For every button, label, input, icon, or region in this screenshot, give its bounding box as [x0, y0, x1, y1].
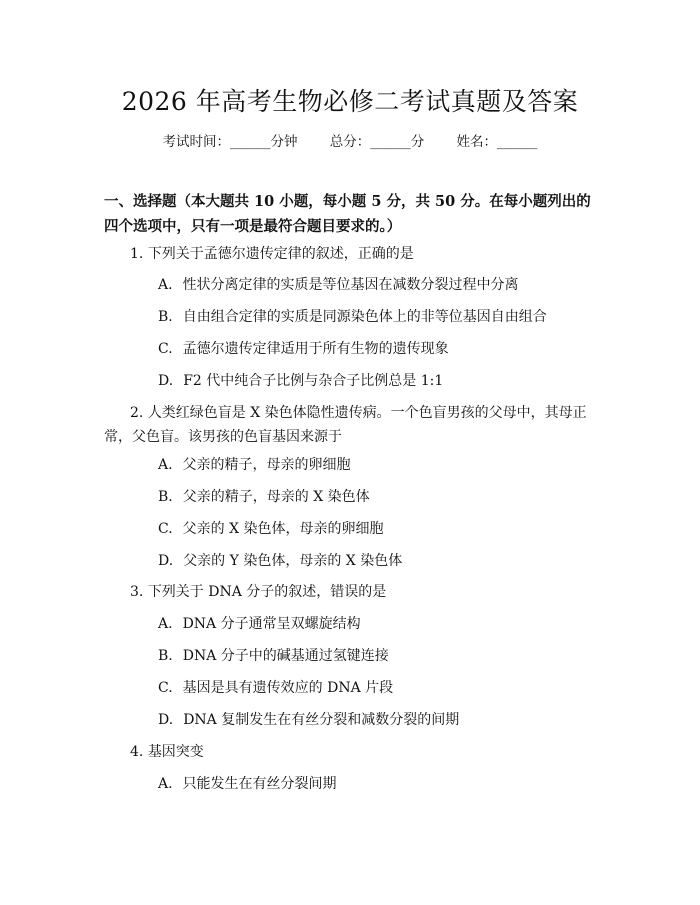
- option-text: 性状分离定律的实质是等位基因在减数分裂过程中分离: [182, 277, 519, 293]
- option-letter: A.: [158, 616, 173, 632]
- option-letter: C.: [158, 341, 173, 357]
- question-number: 2.: [130, 405, 144, 421]
- option-text: DNA 分子中的碱基通过氢键连接: [182, 648, 389, 664]
- exam-time: 考试时间：______分钟: [162, 134, 298, 150]
- page-title: 2026 年高考生物必修二考试真题及答案: [121, 87, 579, 116]
- option-text: 自由组合定律的实质是同源染色体上的非等位基因自由组合: [182, 309, 547, 325]
- option-letter: B.: [158, 489, 173, 505]
- option-letter: B.: [158, 309, 173, 325]
- option-letter: A.: [158, 277, 173, 293]
- option-letter: D.: [158, 373, 174, 389]
- option-letter: D.: [158, 553, 174, 569]
- q2-option-d: [158, 549, 598, 573]
- q2-option-b: [158, 485, 598, 509]
- option-letter: A.: [158, 457, 173, 473]
- option-text: 只能发生在有丝分裂间期: [182, 776, 337, 792]
- total-score: 总分：______分: [329, 134, 425, 150]
- option-text: F2 代中纯合子比例与杂合子比例总是 1:1: [183, 373, 444, 389]
- option-text: 父亲的精子，母亲的卵细胞: [182, 457, 351, 473]
- exam-meta: [0, 130, 700, 150]
- option-letter: A.: [158, 776, 173, 792]
- question-stem: 人类红绿色盲是 X 染色体隐性遗传病。一个色盲男孩的父母中，其母正常，父色盲。该男孩的色盲基因来源于: [104, 405, 587, 445]
- question-1: [130, 242, 600, 266]
- question-stem: 下列关于孟德尔遗传定律的叙述，正确的是: [147, 246, 414, 262]
- q1-option-d: [158, 369, 598, 393]
- question-number: 1.: [130, 246, 144, 262]
- option-text: 基因是具有遗传效应的 DNA 片段: [182, 680, 394, 696]
- q3-option-c: [158, 676, 598, 700]
- q3-option-b: [158, 644, 598, 668]
- section-heading: 一、选择题（本大题共 10 小题，每小题 5 分，共 50 分。在每小题列出的四个选项中，只有一项是最符合题目要求的。）: [104, 193, 591, 235]
- q4-option-a: [158, 772, 598, 796]
- option-text: DNA 复制发生在有丝分裂和减数分裂的间期: [183, 712, 460, 728]
- option-letter: C.: [158, 680, 173, 696]
- question-stem: 基因突变: [147, 744, 204, 760]
- question-4: [130, 740, 600, 764]
- question-number: 4.: [130, 744, 144, 760]
- q1-option-a: [158, 273, 598, 297]
- option-text: 父亲的 X 染色体，母亲的卵细胞: [182, 521, 384, 537]
- question-stem: 下列关于 DNA 分子的叙述，错误的是: [147, 584, 387, 600]
- student-name: 姓名：______: [456, 134, 538, 150]
- question-2: [104, 401, 600, 449]
- option-letter: B.: [158, 648, 173, 664]
- question-number: 3.: [130, 584, 144, 600]
- option-text: 孟德尔遗传定律适用于所有生物的遗传现象: [182, 341, 449, 357]
- option-letter: C.: [158, 521, 173, 537]
- q3-option-a: [158, 612, 598, 636]
- option-text: 父亲的精子，母亲的 X 染色体: [182, 489, 370, 505]
- q2-option-a: [158, 453, 598, 477]
- question-3: [130, 580, 600, 604]
- q1-option-c: [158, 337, 598, 361]
- option-letter: D.: [158, 712, 174, 728]
- q2-option-c: [158, 517, 598, 541]
- option-text: 父亲的 Y 染色体，母亲的 X 染色体: [183, 553, 403, 569]
- q3-option-d: [158, 708, 598, 732]
- q1-option-b: [158, 305, 598, 329]
- option-text: DNA 分子通常呈双螺旋结构: [182, 616, 361, 632]
